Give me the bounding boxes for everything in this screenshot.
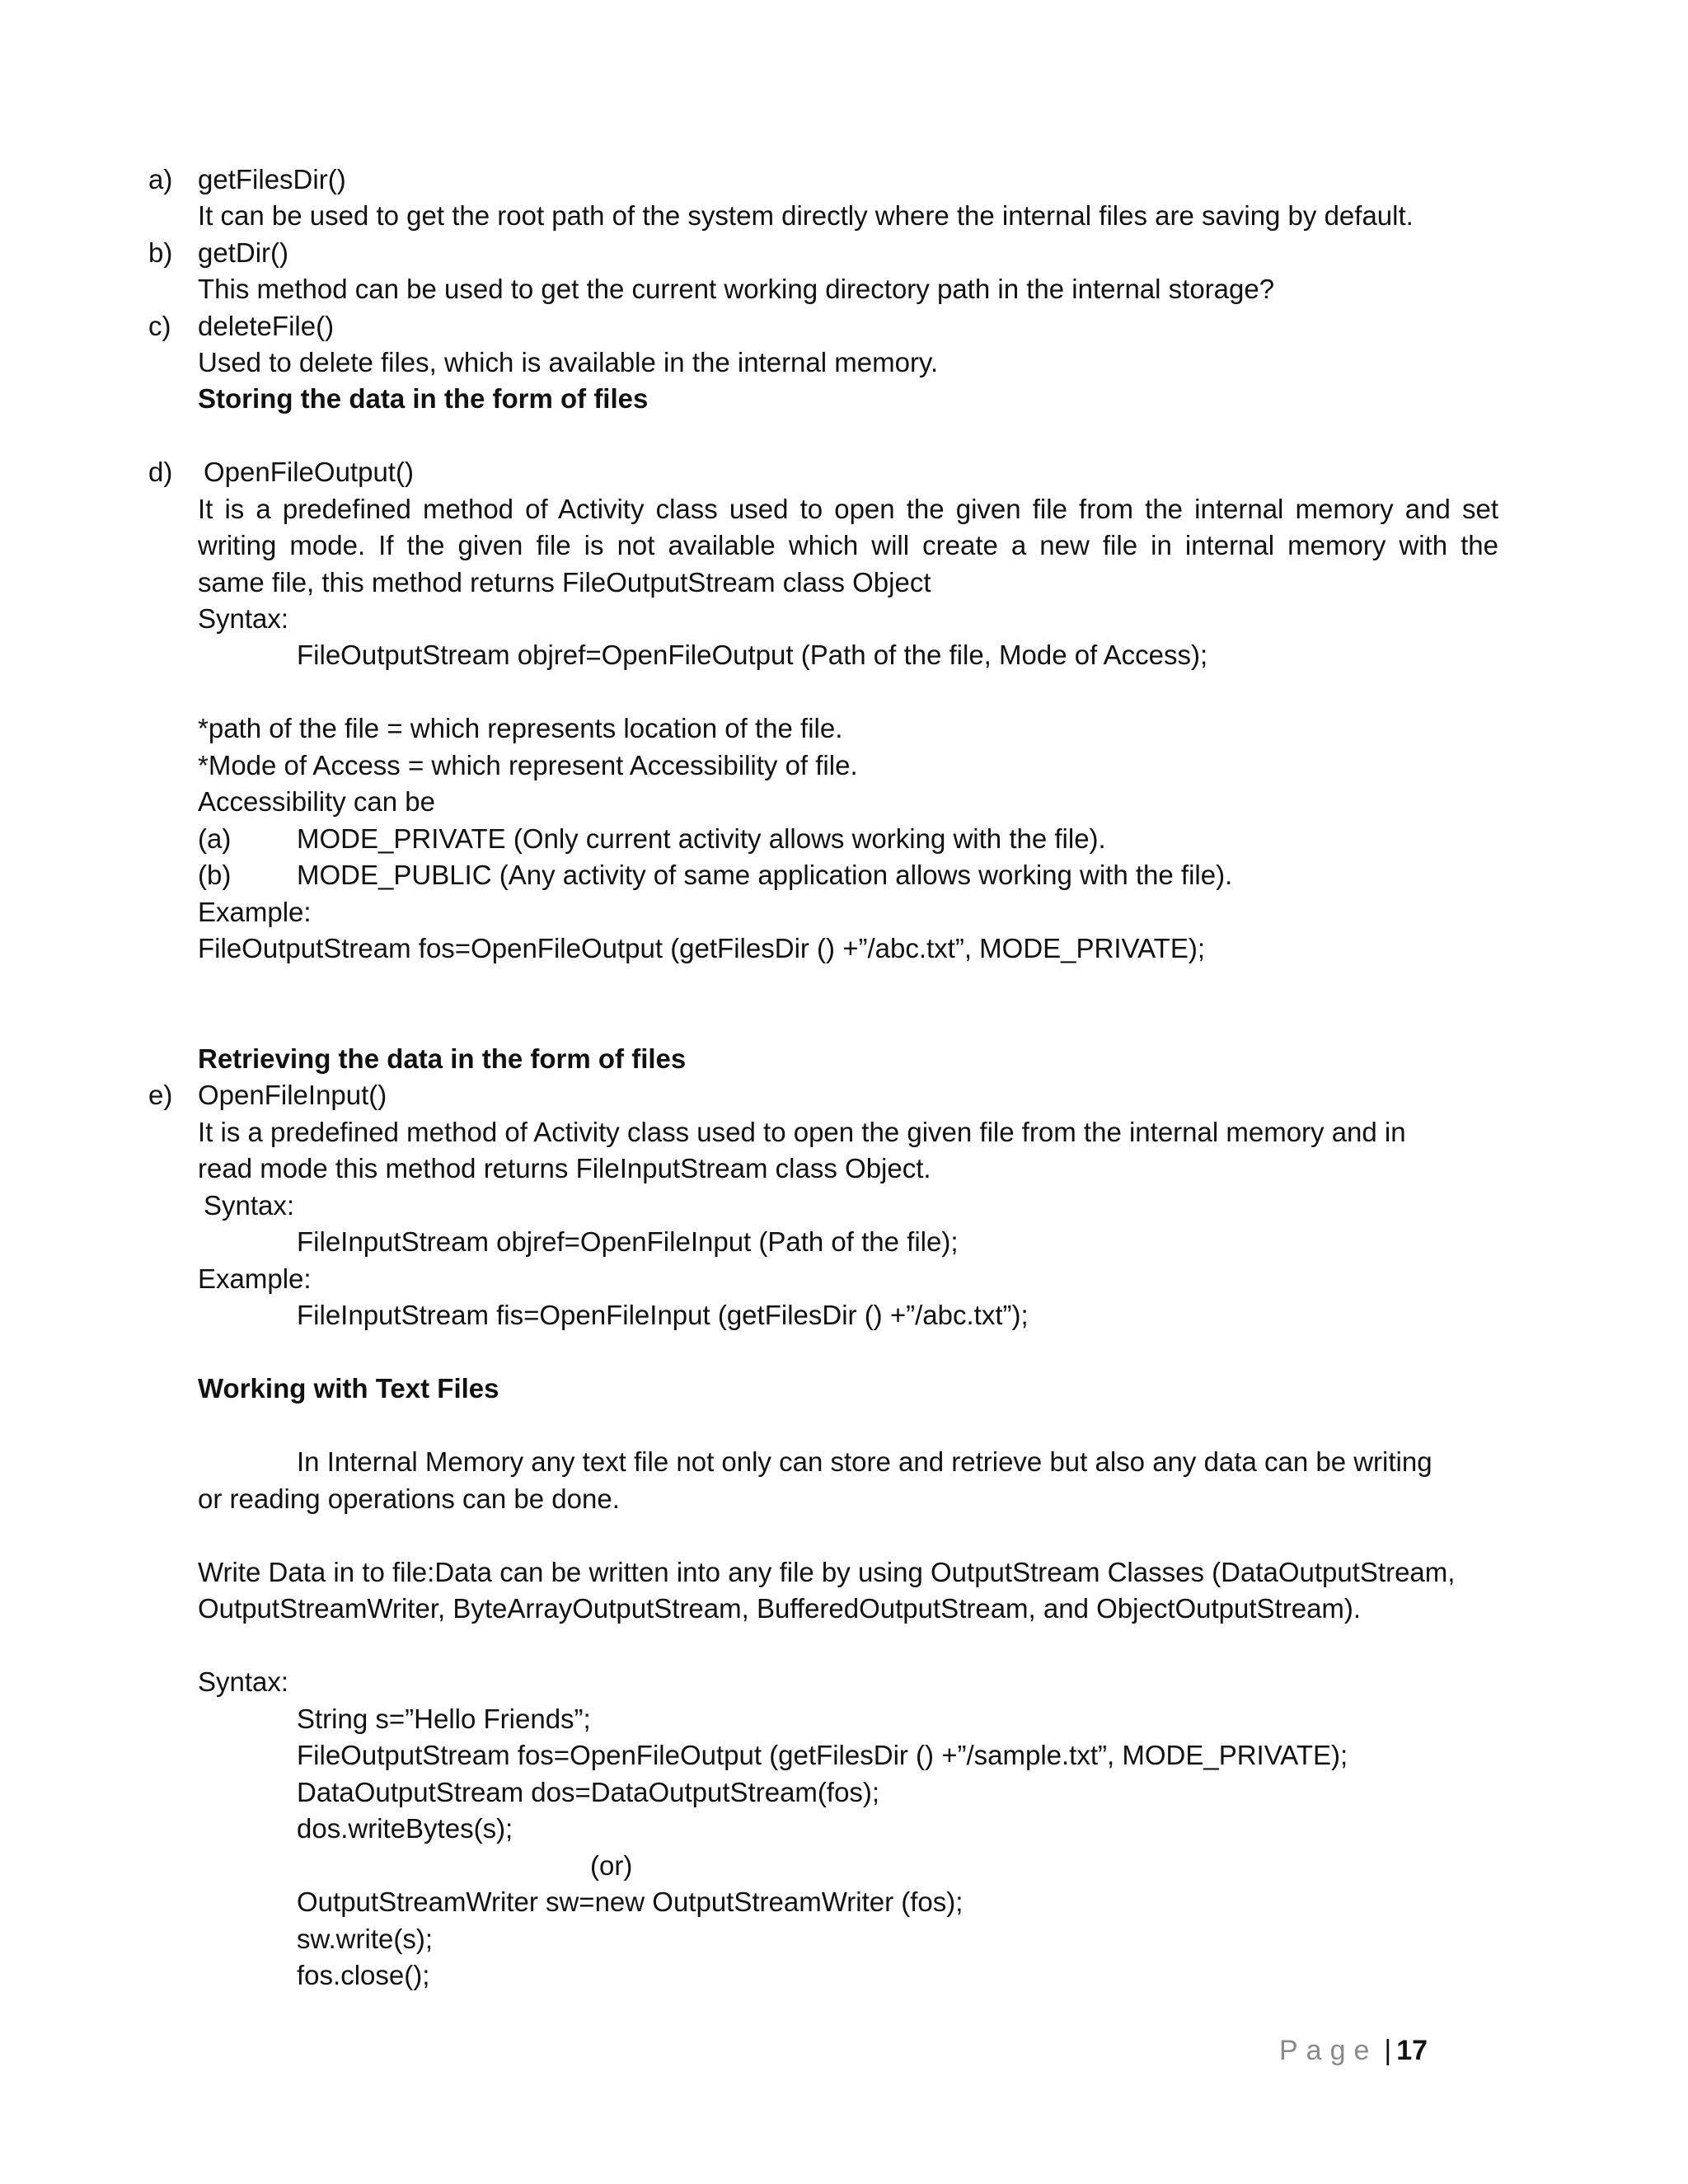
page-label: Page (1279, 2035, 1378, 2066)
text-files-para2-line1: Write Data in to file:Data can be written into any file by using OutputStream Classes (DataOutputStream, (198, 1557, 1456, 1587)
code-line-2: FileOutputStream fos=OpenFileOutput (getFilesDir () +”/sample.txt”, MODE_PRIVATE); (297, 1740, 1348, 1770)
list-marker-e: e) (148, 1080, 173, 1110)
method-desc-deletefile: Used to delete files, which is available in the internal memory. (198, 347, 939, 377)
method-desc-openfileinput-line2: read mode this method returns FileInputStream class Object. (198, 1153, 931, 1183)
method-title-getfilesdir: getFilesDir() (198, 164, 346, 194)
syntax-label-input: Syntax: (204, 1190, 295, 1221)
syntax-code-input: FileInputStream objref=OpenFileInput (Path of the file); (297, 1226, 959, 1257)
mode-marker-a: (a) (198, 823, 232, 854)
syntax-code-output: FileOutputStream objref=OpenFileOutput (Path of the file, Mode of Access); (297, 640, 1208, 670)
accessibility-label: Accessibility can be (198, 786, 435, 817)
heading-storing-files: Storing the data in the form of files (198, 383, 649, 414)
mode-marker-b: (b) (198, 860, 232, 890)
method-desc-openfileoutput-line1: It is a predefined method of Activity class used to open the given file from the internal memory and set (198, 494, 1498, 524)
page-separator: | (1384, 2035, 1392, 2066)
heading-working-text-files: Working with Text Files (198, 1373, 499, 1404)
list-marker-c: c) (148, 311, 171, 341)
method-desc-openfileinput-line1: It is a predefined method of Activity class used to open the given file from the internal memory and in (198, 1117, 1406, 1147)
code-line-1: String s=”Hello Friends”; (297, 1704, 591, 1734)
code-line-8: fos.close(); (297, 1960, 430, 1990)
list-marker-b: b) (148, 237, 173, 268)
example-label-output: Example: (198, 897, 312, 927)
text-files-para2-line2: OutputStreamWriter, ByteArrayOutputStream, BufferedOutputStream, and ObjectOutputStream). (198, 1593, 1362, 1624)
code-line-or: (or) (590, 1850, 633, 1881)
code-line-7: sw.write(s); (297, 1924, 433, 1954)
example-code-output: FileOutputStream fos=OpenFileOutput (getFilesDir () +”/abc.txt”, MODE_PRIVATE); (198, 933, 1205, 963)
code-line-4: dos.writeBytes(s); (297, 1813, 513, 1844)
note-mode-of-access: *Mode of Access = which represent Accessibility of file. (198, 750, 858, 780)
heading-retrieving-files: Retrieving the data in the form of files (198, 1043, 687, 1074)
page-footer (1279, 2032, 1428, 2069)
method-desc-openfileoutput-line3: same file, this method returns FileOutputStream class Object (198, 567, 931, 598)
mode-public-text: MODE_PUBLIC (Any activity of same application allows working with the file). (297, 860, 1233, 890)
method-title-getdir: getDir() (198, 237, 289, 268)
text-files-para1-line2: or reading operations can be done. (198, 1483, 620, 1514)
method-title-openfileinput: OpenFileInput() (198, 1080, 387, 1110)
method-desc-openfileoutput-line2: writing mode. If the given file is not available which will create a new file in internal memory with the (198, 530, 1498, 560)
list-marker-a: a) (148, 164, 173, 194)
text-files-para1-line1: In Internal Memory any text file not only can store and retrieve but also any data can be writing (297, 1446, 1432, 1477)
example-label-input: Example: (198, 1263, 312, 1294)
list-marker-d: d) (148, 457, 173, 487)
method-desc-getfilesdir: It can be used to get the root path of the system directly where the internal files are saving by default. (198, 200, 1414, 231)
code-line-3: DataOutputStream dos=DataOutputStream(fos); (297, 1777, 880, 1807)
method-desc-getdir: This method can be used to get the current working directory path in the internal storage? (198, 274, 1275, 304)
syntax-label-output: Syntax: (198, 603, 289, 634)
code-line-6: OutputStreamWriter sw=new OutputStreamWriter (fos); (297, 1886, 964, 1917)
method-title-deletefile: deleteFile() (198, 311, 335, 341)
method-title-openfileoutput: OpenFileOutput() (204, 457, 414, 487)
page-number: 17 (1396, 2035, 1428, 2066)
mode-private-text: MODE_PRIVATE (Only current activity allows working with the file). (297, 823, 1106, 854)
example-code-input: FileInputStream fis=OpenFileInput (getFilesDir () +”/abc.txt”); (297, 1300, 1029, 1330)
syntax-label-write: Syntax: (198, 1666, 289, 1697)
note-path-of-file: *path of the file = which represents location of the file. (198, 713, 843, 743)
